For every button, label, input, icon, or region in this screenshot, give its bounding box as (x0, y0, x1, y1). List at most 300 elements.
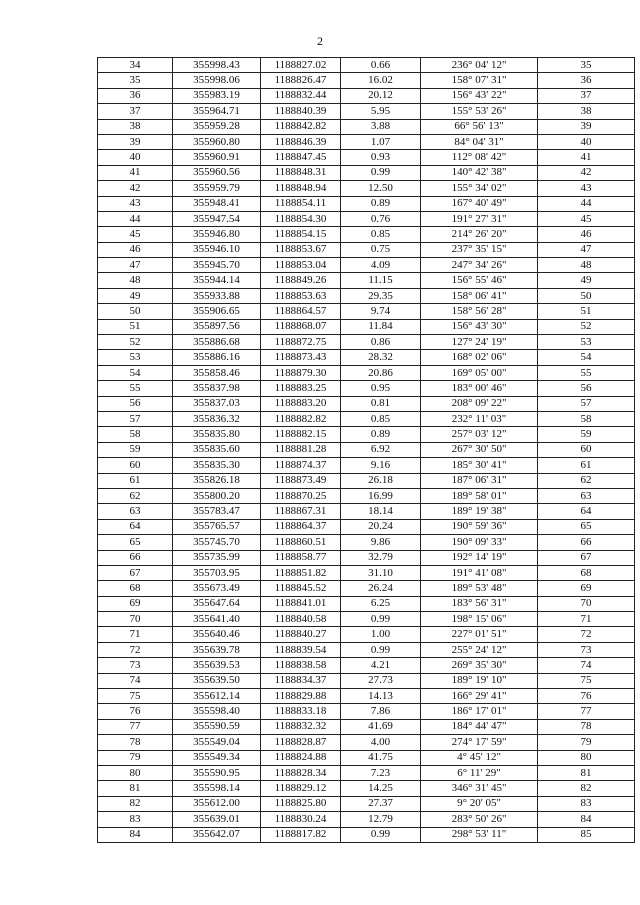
table-row (98, 704, 635, 719)
table-row (98, 427, 635, 442)
bearing-cell: 237° 35' 15" (421, 242, 538, 257)
next-point-cell: 70 (538, 596, 635, 611)
point-number-cell: 57 (98, 411, 173, 426)
y-coordinate-cell: 1188879.30 (261, 365, 341, 380)
table-row (98, 581, 635, 596)
distance-cell: 20.12 (341, 88, 421, 103)
x-coordinate-cell: 355835.80 (173, 427, 261, 442)
next-point-cell: 40 (538, 134, 635, 149)
bearing-cell: 158° 06' 41" (421, 288, 538, 303)
x-coordinate-cell: 355983.19 (173, 88, 261, 103)
table-row (98, 350, 635, 365)
point-number-cell: 44 (98, 211, 173, 226)
table-row (98, 596, 635, 611)
y-coordinate-cell: 1188825.80 (261, 796, 341, 811)
next-point-cell: 57 (538, 396, 635, 411)
y-coordinate-cell: 1188839.54 (261, 642, 341, 657)
bearing-cell: 183° 56' 31" (421, 596, 538, 611)
next-point-cell: 42 (538, 165, 635, 180)
point-number-cell: 69 (98, 596, 173, 611)
y-coordinate-cell: 1188832.32 (261, 719, 341, 734)
y-coordinate-cell: 1188854.11 (261, 196, 341, 211)
distance-cell: 0.99 (341, 612, 421, 627)
distance-cell: 41.69 (341, 719, 421, 734)
distance-cell: 0.86 (341, 335, 421, 350)
bearing-cell: 191° 41' 08" (421, 565, 538, 580)
table-row (98, 442, 635, 457)
next-point-cell: 47 (538, 242, 635, 257)
point-number-cell: 59 (98, 442, 173, 457)
bearing-cell: 236° 04' 12" (421, 58, 538, 73)
x-coordinate-cell: 355948.41 (173, 196, 261, 211)
y-coordinate-cell: 1188853.04 (261, 258, 341, 273)
distance-cell: 0.99 (341, 827, 421, 842)
next-point-cell: 67 (538, 550, 635, 565)
x-coordinate-cell: 355960.56 (173, 165, 261, 180)
y-coordinate-cell: 1188826.47 (261, 73, 341, 88)
coordinates-table-body (98, 58, 635, 843)
x-coordinate-cell: 355745.70 (173, 535, 261, 550)
point-number-cell: 82 (98, 796, 173, 811)
y-coordinate-cell: 1188858.77 (261, 550, 341, 565)
next-point-cell: 41 (538, 150, 635, 165)
bearing-cell: 192° 14' 19" (421, 550, 538, 565)
y-coordinate-cell: 1188864.37 (261, 519, 341, 534)
distance-cell: 12.79 (341, 812, 421, 827)
table-row (98, 458, 635, 473)
x-coordinate-cell: 355800.20 (173, 488, 261, 503)
x-coordinate-cell: 355639.01 (173, 812, 261, 827)
distance-cell: 14.25 (341, 781, 421, 796)
distance-cell: 27.37 (341, 796, 421, 811)
bearing-cell: 208° 09' 22" (421, 396, 538, 411)
y-coordinate-cell: 1188873.43 (261, 350, 341, 365)
bearing-cell: 255° 24' 12" (421, 642, 538, 657)
x-coordinate-cell: 355673.49 (173, 581, 261, 596)
bearing-cell: 191° 27' 31" (421, 211, 538, 226)
point-number-cell: 53 (98, 350, 173, 365)
x-coordinate-cell: 355641.40 (173, 612, 261, 627)
next-point-cell: 54 (538, 350, 635, 365)
next-point-cell: 73 (538, 642, 635, 657)
point-number-cell: 52 (98, 335, 173, 350)
y-coordinate-cell: 1188847.45 (261, 150, 341, 165)
bearing-cell: 186° 17' 01" (421, 704, 538, 719)
point-number-cell: 46 (98, 242, 173, 257)
x-coordinate-cell: 355959.79 (173, 181, 261, 196)
next-point-cell: 48 (538, 258, 635, 273)
bearing-cell: 6° 11' 29" (421, 765, 538, 780)
distance-cell: 0.75 (341, 242, 421, 257)
point-number-cell: 65 (98, 535, 173, 550)
table-row (98, 258, 635, 273)
next-point-cell: 76 (538, 689, 635, 704)
x-coordinate-cell: 355703.95 (173, 565, 261, 580)
next-point-cell: 81 (538, 765, 635, 780)
distance-cell: 16.99 (341, 488, 421, 503)
y-coordinate-cell: 1188860.51 (261, 535, 341, 550)
bearing-cell: 184° 44' 47" (421, 719, 538, 734)
bearing-cell: 112° 08' 42" (421, 150, 538, 165)
bearing-cell: 190° 09' 33" (421, 535, 538, 550)
table-row (98, 550, 635, 565)
point-number-cell: 45 (98, 227, 173, 242)
distance-cell: 28.32 (341, 350, 421, 365)
table-row (98, 196, 635, 211)
y-coordinate-cell: 1188853.63 (261, 288, 341, 303)
table-row (98, 150, 635, 165)
table-row (98, 565, 635, 580)
table-row (98, 335, 635, 350)
next-point-cell: 52 (538, 319, 635, 334)
table-row (98, 796, 635, 811)
x-coordinate-cell: 355837.98 (173, 381, 261, 396)
bearing-cell: 156° 43' 22" (421, 88, 538, 103)
table-row (98, 765, 635, 780)
x-coordinate-cell: 355960.80 (173, 134, 261, 149)
y-coordinate-cell: 1188872.75 (261, 335, 341, 350)
distance-cell: 0.93 (341, 150, 421, 165)
point-number-cell: 43 (98, 196, 173, 211)
bearing-cell: 257° 03' 12" (421, 427, 538, 442)
point-number-cell: 72 (98, 642, 173, 657)
bearing-cell: 156° 43' 30" (421, 319, 538, 334)
next-point-cell: 71 (538, 612, 635, 627)
next-point-cell: 65 (538, 519, 635, 534)
y-coordinate-cell: 1188828.87 (261, 735, 341, 750)
x-coordinate-cell: 355826.18 (173, 473, 261, 488)
y-coordinate-cell: 1188841.01 (261, 596, 341, 611)
distance-cell: 26.18 (341, 473, 421, 488)
y-coordinate-cell: 1188864.57 (261, 304, 341, 319)
bearing-cell: 267° 30' 50" (421, 442, 538, 457)
x-coordinate-cell: 355836.32 (173, 411, 261, 426)
y-coordinate-cell: 1188853.67 (261, 242, 341, 257)
next-point-cell: 77 (538, 704, 635, 719)
point-number-cell: 83 (98, 812, 173, 827)
table-row (98, 319, 635, 334)
y-coordinate-cell: 1188854.30 (261, 211, 341, 226)
point-number-cell: 54 (98, 365, 173, 380)
table-row (98, 58, 635, 73)
x-coordinate-cell: 355886.16 (173, 350, 261, 365)
table-row (98, 473, 635, 488)
bearing-cell: 4° 45' 12" (421, 750, 538, 765)
x-coordinate-cell: 355998.43 (173, 58, 261, 73)
next-point-cell: 55 (538, 365, 635, 380)
point-number-cell: 47 (98, 258, 173, 273)
point-number-cell: 40 (98, 150, 173, 165)
y-coordinate-cell: 1188833.18 (261, 704, 341, 719)
next-point-cell: 51 (538, 304, 635, 319)
point-number-cell: 37 (98, 104, 173, 119)
bearing-cell: 166° 29' 41" (421, 689, 538, 704)
table-row (98, 488, 635, 503)
distance-cell: 9.86 (341, 535, 421, 550)
distance-cell: 11.84 (341, 319, 421, 334)
next-point-cell: 83 (538, 796, 635, 811)
table-row (98, 673, 635, 688)
next-point-cell: 85 (538, 827, 635, 842)
next-point-cell: 46 (538, 227, 635, 242)
point-number-cell: 60 (98, 458, 173, 473)
bearing-cell: 168° 02' 06" (421, 350, 538, 365)
x-coordinate-cell: 355612.00 (173, 796, 261, 811)
table-row (98, 719, 635, 734)
next-point-cell: 56 (538, 381, 635, 396)
distance-cell: 3.88 (341, 119, 421, 134)
distance-cell: 0.66 (341, 58, 421, 73)
distance-cell: 0.95 (341, 381, 421, 396)
x-coordinate-cell: 355639.53 (173, 658, 261, 673)
x-coordinate-cell: 355640.46 (173, 627, 261, 642)
table-row (98, 627, 635, 642)
next-point-cell: 68 (538, 565, 635, 580)
bearing-cell: 189° 58' 01" (421, 488, 538, 503)
next-point-cell: 75 (538, 673, 635, 688)
point-number-cell: 34 (98, 58, 173, 73)
point-number-cell: 61 (98, 473, 173, 488)
bearing-cell: 155° 53' 26" (421, 104, 538, 119)
table-row (98, 242, 635, 257)
bearing-cell: 66° 56' 13" (421, 119, 538, 134)
distance-cell: 5.95 (341, 104, 421, 119)
bearing-cell: 140° 42' 38" (421, 165, 538, 180)
table-row (98, 227, 635, 242)
y-coordinate-cell: 1188874.37 (261, 458, 341, 473)
x-coordinate-cell: 355959.28 (173, 119, 261, 134)
point-number-cell: 66 (98, 550, 173, 565)
point-number-cell: 51 (98, 319, 173, 334)
table-row (98, 812, 635, 827)
point-number-cell: 35 (98, 73, 173, 88)
y-coordinate-cell: 1188828.34 (261, 765, 341, 780)
table-row (98, 134, 635, 149)
bearing-cell: 298° 53' 11" (421, 827, 538, 842)
distance-cell: 26.24 (341, 581, 421, 596)
point-number-cell: 76 (98, 704, 173, 719)
y-coordinate-cell: 1188840.58 (261, 612, 341, 627)
bearing-cell: 84° 04' 31" (421, 134, 538, 149)
point-number-cell: 68 (98, 581, 173, 596)
point-number-cell: 80 (98, 765, 173, 780)
next-point-cell: 44 (538, 196, 635, 211)
distance-cell: 0.89 (341, 427, 421, 442)
next-point-cell: 53 (538, 335, 635, 350)
next-point-cell: 84 (538, 812, 635, 827)
next-point-cell: 78 (538, 719, 635, 734)
x-coordinate-cell: 355549.34 (173, 750, 261, 765)
bearing-cell: 9° 20' 05" (421, 796, 538, 811)
point-number-cell: 71 (98, 627, 173, 642)
y-coordinate-cell: 1188848.94 (261, 181, 341, 196)
bearing-cell: 232° 11' 03" (421, 411, 538, 426)
x-coordinate-cell: 355735.99 (173, 550, 261, 565)
next-point-cell: 37 (538, 88, 635, 103)
bearing-cell: 190° 59' 36" (421, 519, 538, 534)
y-coordinate-cell: 1188849.26 (261, 273, 341, 288)
bearing-cell: 183° 00' 46" (421, 381, 538, 396)
distance-cell: 11.15 (341, 273, 421, 288)
bearing-cell: 283° 50' 26" (421, 812, 538, 827)
point-number-cell: 77 (98, 719, 173, 734)
point-number-cell: 36 (98, 88, 173, 103)
bearing-cell: 158° 56' 28" (421, 304, 538, 319)
x-coordinate-cell: 355998.06 (173, 73, 261, 88)
x-coordinate-cell: 355639.50 (173, 673, 261, 688)
y-coordinate-cell: 1188882.15 (261, 427, 341, 442)
y-coordinate-cell: 1188838.58 (261, 658, 341, 673)
bearing-cell: 346° 31' 45" (421, 781, 538, 796)
y-coordinate-cell: 1188829.88 (261, 689, 341, 704)
next-point-cell: 82 (538, 781, 635, 796)
distance-cell: 6.92 (341, 442, 421, 457)
next-point-cell: 38 (538, 104, 635, 119)
table-row (98, 735, 635, 750)
distance-cell: 9.74 (341, 304, 421, 319)
distance-cell: 4.21 (341, 658, 421, 673)
next-point-cell: 39 (538, 119, 635, 134)
table-row (98, 73, 635, 88)
table-row (98, 304, 635, 319)
next-point-cell: 36 (538, 73, 635, 88)
distance-cell: 7.86 (341, 704, 421, 719)
x-coordinate-cell: 355964.71 (173, 104, 261, 119)
distance-cell: 0.81 (341, 396, 421, 411)
table-row (98, 211, 635, 226)
x-coordinate-cell: 355945.70 (173, 258, 261, 273)
x-coordinate-cell: 355933.88 (173, 288, 261, 303)
x-coordinate-cell: 355886.68 (173, 335, 261, 350)
bearing-cell: 167° 40' 49" (421, 196, 538, 211)
next-point-cell: 64 (538, 504, 635, 519)
bearing-cell: 227° 01' 51" (421, 627, 538, 642)
point-number-cell: 38 (98, 119, 173, 134)
y-coordinate-cell: 1188840.27 (261, 627, 341, 642)
point-number-cell: 79 (98, 750, 173, 765)
next-point-cell: 60 (538, 442, 635, 457)
x-coordinate-cell: 355598.40 (173, 704, 261, 719)
x-coordinate-cell: 355642.07 (173, 827, 261, 842)
y-coordinate-cell: 1188870.25 (261, 488, 341, 503)
table-row (98, 365, 635, 380)
point-number-cell: 48 (98, 273, 173, 288)
distance-cell: 0.85 (341, 227, 421, 242)
y-coordinate-cell: 1188883.20 (261, 396, 341, 411)
distance-cell: 18.14 (341, 504, 421, 519)
table-row (98, 689, 635, 704)
distance-cell: 6.25 (341, 596, 421, 611)
y-coordinate-cell: 1188845.52 (261, 581, 341, 596)
distance-cell: 0.99 (341, 165, 421, 180)
y-coordinate-cell: 1188827.02 (261, 58, 341, 73)
x-coordinate-cell: 355944.14 (173, 273, 261, 288)
distance-cell: 27.73 (341, 673, 421, 688)
x-coordinate-cell: 355639.78 (173, 642, 261, 657)
distance-cell: 31.10 (341, 565, 421, 580)
bearing-cell: 189° 53' 48" (421, 581, 538, 596)
x-coordinate-cell: 355858.46 (173, 365, 261, 380)
distance-cell: 16.02 (341, 73, 421, 88)
point-number-cell: 55 (98, 381, 173, 396)
next-point-cell: 62 (538, 473, 635, 488)
bearing-cell: 169° 05' 00" (421, 365, 538, 380)
point-number-cell: 41 (98, 165, 173, 180)
point-number-cell: 78 (98, 735, 173, 750)
point-number-cell: 62 (98, 488, 173, 503)
y-coordinate-cell: 1188881.28 (261, 442, 341, 457)
distance-cell: 7.23 (341, 765, 421, 780)
point-number-cell: 84 (98, 827, 173, 842)
table-row (98, 165, 635, 180)
distance-cell: 14.13 (341, 689, 421, 704)
distance-cell: 0.89 (341, 196, 421, 211)
bearing-cell: 155° 34' 02" (421, 181, 538, 196)
table-row (98, 750, 635, 765)
y-coordinate-cell: 1188834.37 (261, 673, 341, 688)
table-row (98, 827, 635, 842)
distance-cell: 0.85 (341, 411, 421, 426)
bearing-cell: 247° 34' 26" (421, 258, 538, 273)
bearing-cell: 189° 19' 38" (421, 504, 538, 519)
x-coordinate-cell: 355835.60 (173, 442, 261, 457)
next-point-cell: 72 (538, 627, 635, 642)
x-coordinate-cell: 355647.64 (173, 596, 261, 611)
table-row (98, 535, 635, 550)
distance-cell: 4.00 (341, 735, 421, 750)
x-coordinate-cell: 355835.30 (173, 458, 261, 473)
point-number-cell: 81 (98, 781, 173, 796)
next-point-cell: 79 (538, 735, 635, 750)
next-point-cell: 35 (538, 58, 635, 73)
distance-cell: 20.86 (341, 365, 421, 380)
table-row (98, 88, 635, 103)
x-coordinate-cell: 355947.54 (173, 211, 261, 226)
x-coordinate-cell: 355590.59 (173, 719, 261, 734)
next-point-cell: 58 (538, 411, 635, 426)
point-number-cell: 73 (98, 658, 173, 673)
table-row (98, 104, 635, 119)
bearing-cell: 187° 06' 31" (421, 473, 538, 488)
bearing-cell: 274° 17' 59" (421, 735, 538, 750)
next-point-cell: 59 (538, 427, 635, 442)
next-point-cell: 69 (538, 581, 635, 596)
next-point-cell: 50 (538, 288, 635, 303)
bearing-cell: 185° 30' 41" (421, 458, 538, 473)
x-coordinate-cell: 355765.57 (173, 519, 261, 534)
x-coordinate-cell: 355590.95 (173, 765, 261, 780)
y-coordinate-cell: 1188817.82 (261, 827, 341, 842)
table-row (98, 658, 635, 673)
y-coordinate-cell: 1188854.15 (261, 227, 341, 242)
table-row (98, 504, 635, 519)
x-coordinate-cell: 355906.65 (173, 304, 261, 319)
y-coordinate-cell: 1188873.49 (261, 473, 341, 488)
y-coordinate-cell: 1188846.39 (261, 134, 341, 149)
y-coordinate-cell: 1188848.31 (261, 165, 341, 180)
y-coordinate-cell: 1188832.44 (261, 88, 341, 103)
distance-cell: 41.75 (341, 750, 421, 765)
distance-cell: 1.00 (341, 627, 421, 642)
distance-cell: 0.76 (341, 211, 421, 226)
x-coordinate-cell: 355897.56 (173, 319, 261, 334)
distance-cell: 12.50 (341, 181, 421, 196)
table-row (98, 519, 635, 534)
distance-cell: 1.07 (341, 134, 421, 149)
table-row (98, 273, 635, 288)
next-point-cell: 80 (538, 750, 635, 765)
point-number-cell: 74 (98, 673, 173, 688)
